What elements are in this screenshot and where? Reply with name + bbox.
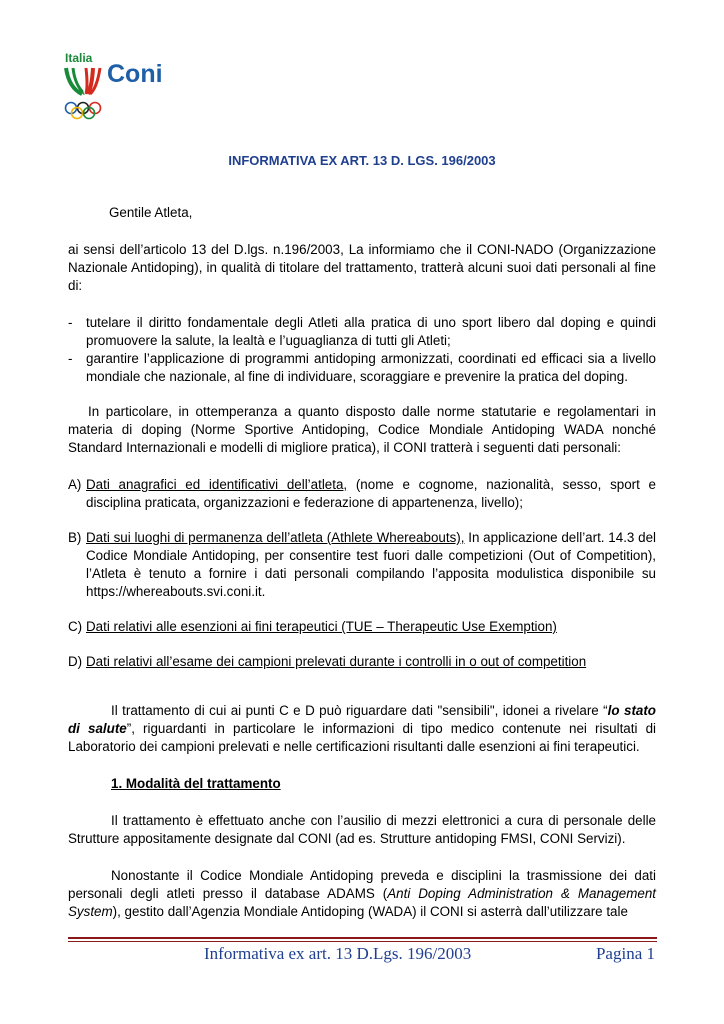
item-marker: C) — [68, 619, 83, 634]
svg-text:Coni: Coni — [107, 60, 163, 88]
sensibili-text-before: Il trattamento di cui ai punti C e D può riguardare dati "sensibili", idonei a rivelare “ — [111, 703, 608, 718]
sensibili-text-after: ”, riguardanti in particolare le informazioni di tipo medico contenute nei risultati di Laboratorio dei campioni prelevati e nelle certificazioni risultanti dalle esenzioni ai fini terapeutici. — [68, 721, 656, 754]
sensibili-paragraph — [68, 702, 656, 756]
item-heading: Dati relativi all’esame dei campioni prelevati durante i controlli in o out of competition — [86, 654, 587, 669]
page-number: Pagina 1 — [595, 944, 655, 963]
svg-text:Italia: Italia — [65, 51, 93, 65]
list-marker: - — [68, 351, 73, 366]
item-text: In applicazione dell’art. 14.3 del Codice Mondiale Antidoping, per consentire test fuori dalle competizioni (Out of Competition), l’Atleta è tenuto a fornire i dati personali compilando l’apposita modulistica disponibile su https://whereabouts.svi.coni.it. — [86, 530, 656, 599]
data-item-a — [68, 476, 656, 512]
data-item-c — [68, 618, 656, 636]
list-item-text: garantire l’applicazione di programmi antidoping armonizzati, coordinati ed efficaci sia a livello mondiale che nazionale, al fine di individuare, scoraggiare e prevenire la pratica del doping. — [86, 351, 656, 384]
item-heading: Dati relativi alle esenzioni ai fini terapeutici (TUE – Therapeutic Use Exemption) — [86, 619, 557, 634]
section-1-heading-text: 1. Modalità del trattamento — [111, 776, 281, 791]
data-item-b — [68, 529, 656, 601]
adams-text-before: Nonostante il Codice Mondiale Antidoping preveda e disciplini la trasmissione dei dati personali degli atleti presso il database ADAMS ( — [68, 868, 656, 901]
list-item — [68, 350, 656, 386]
sensibili-emphasis: lo stato di salute — [68, 703, 656, 736]
coni-logo-graphic — [60, 50, 180, 120]
adams-emphasis: Anti Doping Administration & Management System — [68, 886, 656, 919]
footer-rule — [68, 937, 657, 939]
adams-paragraph — [68, 867, 656, 921]
purpose-list — [68, 314, 656, 386]
item-marker: B) — [68, 530, 82, 545]
intro-paragraph: ai sensi dell’articolo 13 del D.lgs. n.196/2003, La informiamo che il CONI-NADO (Organizzazione Nazionale Antidoping), in qualità di titolare del trattamento, tratterà alcuni suoi dati personali al fine di: — [68, 242, 656, 293]
document-body — [68, 152, 656, 921]
item-marker: A) — [68, 477, 82, 492]
page-footer — [68, 944, 657, 966]
footer-rule-thin — [68, 941, 657, 942]
greeting: Gentile Atleta, — [109, 205, 193, 220]
item-text: (nome e cognome, nazionalità, sesso, sport e disciplina praticata, organizzazioni e federazione di appartenenza, livello); — [86, 477, 656, 510]
item-heading: Dati sui luoghi di permanenza dell’atleta (Athlete Whereabouts), — [86, 530, 465, 545]
data-item-d — [68, 653, 656, 671]
particolare-paragraph: In particolare, in ottemperanza a quanto disposto dalle norme statutarie e regolamentari in materia di doping (Norme Sportive Antidoping, Codice Mondiale Antidoping WADA nonché Standard Internazionali e modelli di migliore pratica), il CONI tratterà i seguenti dati personali: — [68, 404, 656, 455]
item-heading: Dati anagrafici ed identificativi dell’atleta, — [86, 477, 348, 492]
list-item — [68, 314, 656, 350]
footer-title: Informativa ex art. 13 D.Lgs. 196/2003 — [204, 944, 472, 963]
list-item-text: tutelare il diritto fondamentale degli Atleti alla pratica di uno sport libero dal doping e quindi promuovere la salute, la lealtà e l’uguaglianza di tutti gli Atleti; — [86, 315, 656, 348]
coni-logo — [60, 50, 180, 120]
document-title: INFORMATIVA EX ART. 13 D. LGS. 196/2003 — [228, 153, 496, 168]
list-marker: - — [68, 315, 73, 330]
item-marker: D) — [68, 654, 83, 669]
section-1-heading — [68, 775, 656, 793]
adams-text-after: ), gestito dall’Agenzia Mondiale Antidoping (WADA) il CONI si asterrà dall’utilizzare tale — [112, 904, 628, 919]
section-1-paragraph: Il trattamento è effettuato anche con l’ausilio di mezzi elettronici a cura di personale delle Strutture appositamente designate dal CONI (ad es. Strutture antidoping FMSI, CONI Servizi). — [68, 813, 656, 846]
